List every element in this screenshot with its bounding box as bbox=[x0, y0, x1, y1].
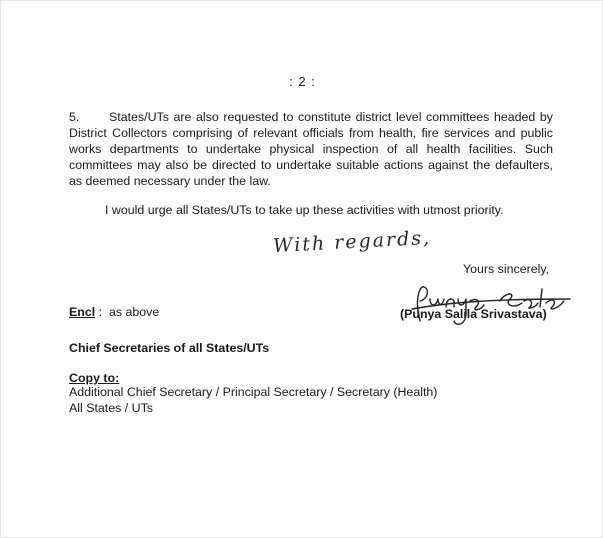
enclosure-value: as above bbox=[108, 305, 160, 319]
closing-salutation: Yours sincerely, bbox=[463, 262, 550, 276]
paragraph-5 bbox=[69, 109, 553, 189]
paragraph-number: 5. bbox=[69, 110, 80, 124]
copy-to-line-1: Additional Chief Secretary / Principal Secretary / Secretary (Health) bbox=[69, 385, 438, 399]
paragraph-text: States/UTs are also requested to constitute district level committees headed by District Collectors comprising of relevant officials from health, fire services and public works departments to undertake physical inspection of all health facilities. Such committees may also be directed to undertake suitable actions against the defaulters, as deemed necessary under the law. bbox=[69, 110, 553, 188]
enclosure-line bbox=[69, 305, 159, 319]
copy-to-heading: Copy to: bbox=[69, 371, 120, 385]
addressee: Chief Secretaries of all States/UTs bbox=[69, 341, 270, 355]
handwritten-regards: With regards, bbox=[272, 226, 432, 258]
page-number: : 2 : bbox=[289, 74, 316, 89]
urge-paragraph: I would urge all States/UTs to take up these activities with utmost priority. bbox=[105, 203, 504, 217]
copy-to-line-2: All States / UTs bbox=[69, 401, 154, 415]
signatory-name: (Punya Salila Srivastava) bbox=[400, 307, 547, 321]
enclosure-label: Encl bbox=[69, 305, 96, 319]
enclosure-separator: : bbox=[95, 305, 109, 319]
handwritten-signature bbox=[406, 277, 576, 333]
